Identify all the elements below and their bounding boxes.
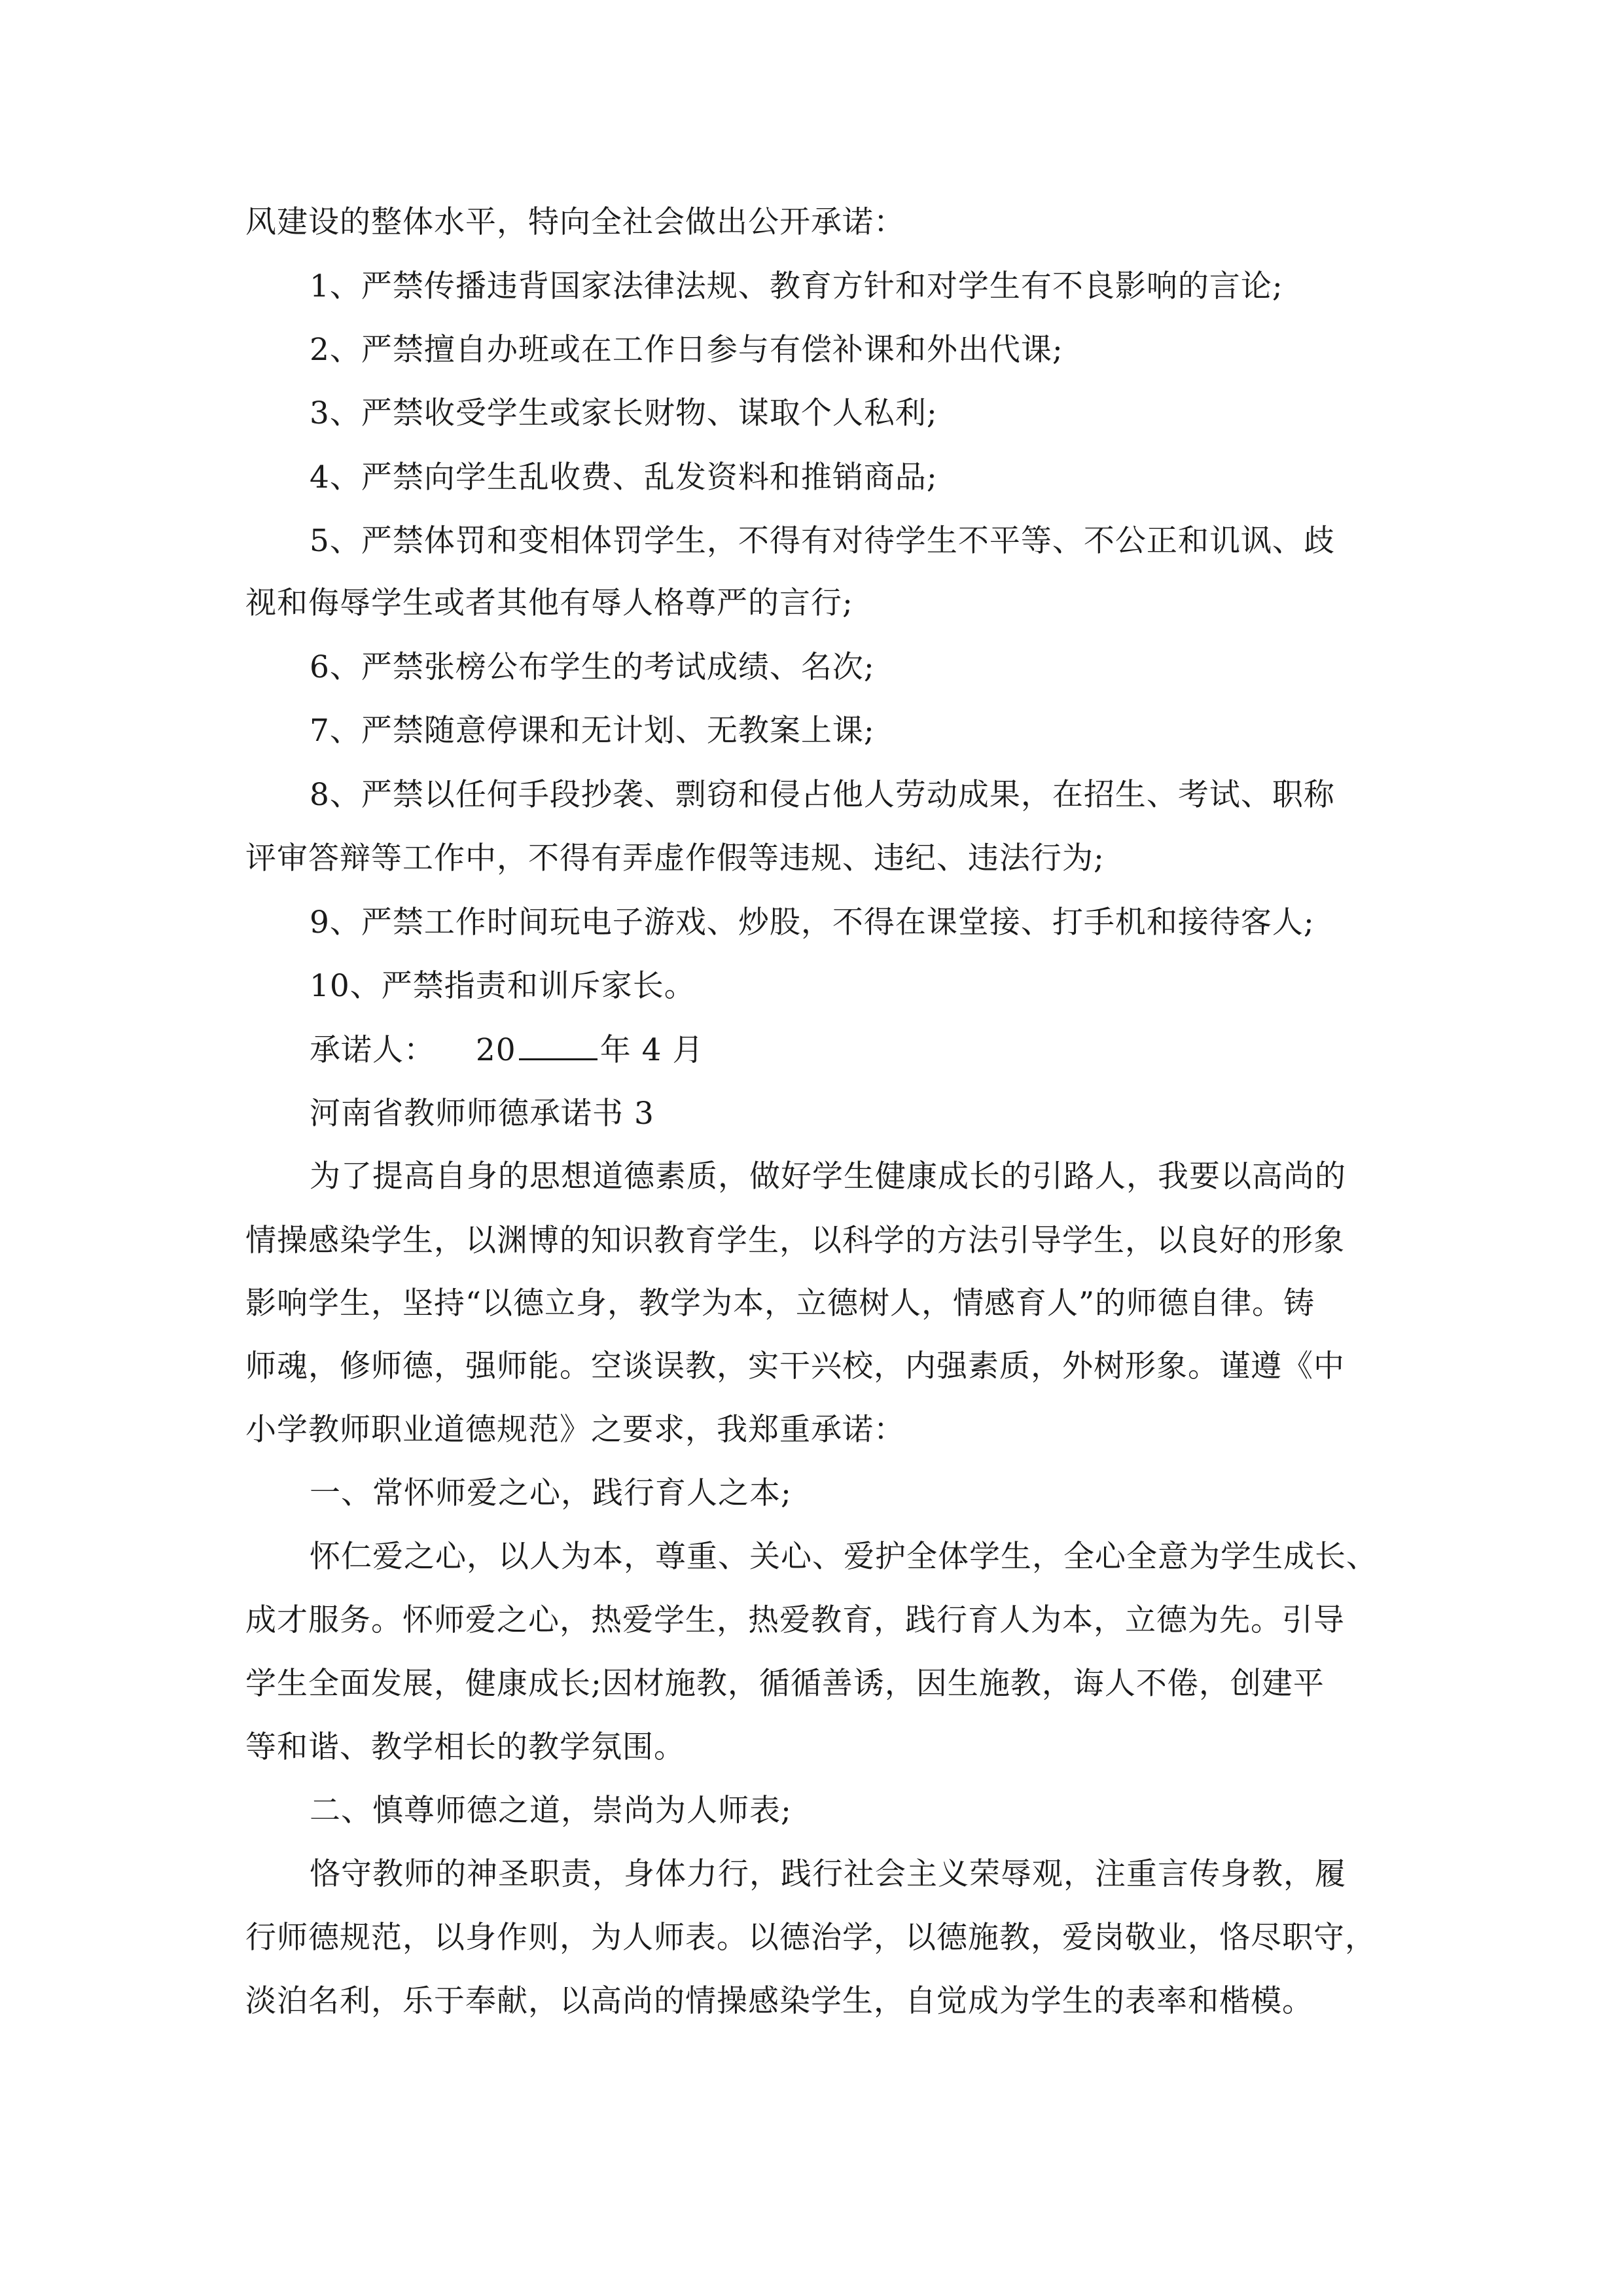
- pledge-item-9: 9、严禁工作时间玩电子游戏、炒股，不得在课堂接、打手机和接待客人;: [310, 905, 1315, 941]
- paragraph-line: 为了提高自身的思想道德素质，做好学生健康成长的引路人，我要以高尚的: [310, 1158, 1346, 1194]
- paragraph-line: 师魂，修师德，强师能。空谈误教，实干兴校，内强素质，外树形象。谨遵《中: [245, 1348, 1345, 1384]
- paragraph-line: 成才服务。怀师爱之心，热爱学生，热爱教育，践行育人为本，立德为先。引导: [245, 1602, 1345, 1638]
- pledge-item-6: 6、严禁张榜公布学生的考试成绩、名次;: [310, 649, 875, 685]
- section-title: 河南省教师师德承诺书 3: [310, 1096, 654, 1132]
- paragraph-line: 学生全面发展，健康成长;因材施教，循循善诱，因生施教，诲人不倦，创建平: [245, 1666, 1325, 1702]
- pledge-item-8: 8、严禁以任何手段抄袭、剽窃和侵占他人劳动成果，在招生、考试、职称: [310, 777, 1335, 813]
- pledge-item-3: 3、严禁收受学生或家长财物、谋取个人私利;: [310, 395, 938, 431]
- subheading-1: 一、常怀师爱之心，践行育人之本;: [310, 1475, 792, 1511]
- paragraph-line: 恪守教师的神圣职责，身体力行，践行社会主义荣辱观，注重言传身教，履: [310, 1856, 1346, 1892]
- pledge-item-10: 10、严禁指责和训斥家长。: [310, 968, 696, 1004]
- paragraph-line: 情操感染学生，以渊博的知识教育学生，以科学的方法引导学生，以良好的形象: [245, 1223, 1345, 1259]
- pledge-item-1: 1、严禁传播违背国家法律法规、教育方针和对学生有不良影响的言论;: [310, 268, 1283, 304]
- signature-line: [310, 1031, 704, 1070]
- document-page: [245, 0, 1378, 2296]
- year-blank: [519, 1032, 597, 1060]
- paragraph-line: 怀仁爱之心，以人为本，尊重、关心、爱护全体学生，全心全意为学生成长、: [310, 1539, 1378, 1575]
- pledge-item-7: 7、严禁随意停课和无计划、无教案上课;: [310, 713, 875, 749]
- subheading-2: 二、慎尊师德之道，崇尚为人师表;: [310, 1793, 792, 1829]
- pledge-item-5-cont: 视和侮辱学生或者其他有辱人格尊严的言行;: [245, 585, 853, 621]
- pledge-item-4: 4、严禁向学生乱收费、乱发资料和推销商品;: [310, 459, 938, 495]
- signature-date: 年 4 月: [599, 1032, 704, 1068]
- paragraph-line: 影响学生，坚持“以德立身，教学为本，立德树人，情感育人”的师德自律。铸: [245, 1285, 1315, 1321]
- signature-year-prefix: 20: [475, 1032, 516, 1068]
- paragraph-line: 行师德规范，以身作则，为人师表。以德治学，以德施教，爱岗敬业，恪尽职守，: [245, 1920, 1376, 1956]
- paragraph-line: 等和谐、教学相长的教学氛围。: [245, 1729, 685, 1765]
- pledge-item-8-cont: 评审答辩等工作中，不得有弄虚作假等违规、违纪、违法行为;: [245, 840, 1105, 876]
- pledge-item-5: 5、严禁体罚和变相体罚学生，不得有对待学生不平等、不公正和讥讽、歧: [310, 523, 1335, 559]
- paragraph-line: 淡泊名利，乐于奉献，以高尚的情操感染学生，自觉成为学生的表率和楷模。: [245, 1983, 1313, 2019]
- pledge-item-2: 2、严禁擅自办班或在工作日参与有偿补课和外出代课;: [310, 332, 1063, 368]
- paragraph-line: 风建设的整体水平，特向全社会做出公开承诺：: [245, 204, 905, 240]
- paragraph-line: 小学教师职业道德规范》之要求，我郑重承诺：: [245, 1412, 905, 1448]
- signature-label: 承诺人：: [310, 1032, 435, 1068]
